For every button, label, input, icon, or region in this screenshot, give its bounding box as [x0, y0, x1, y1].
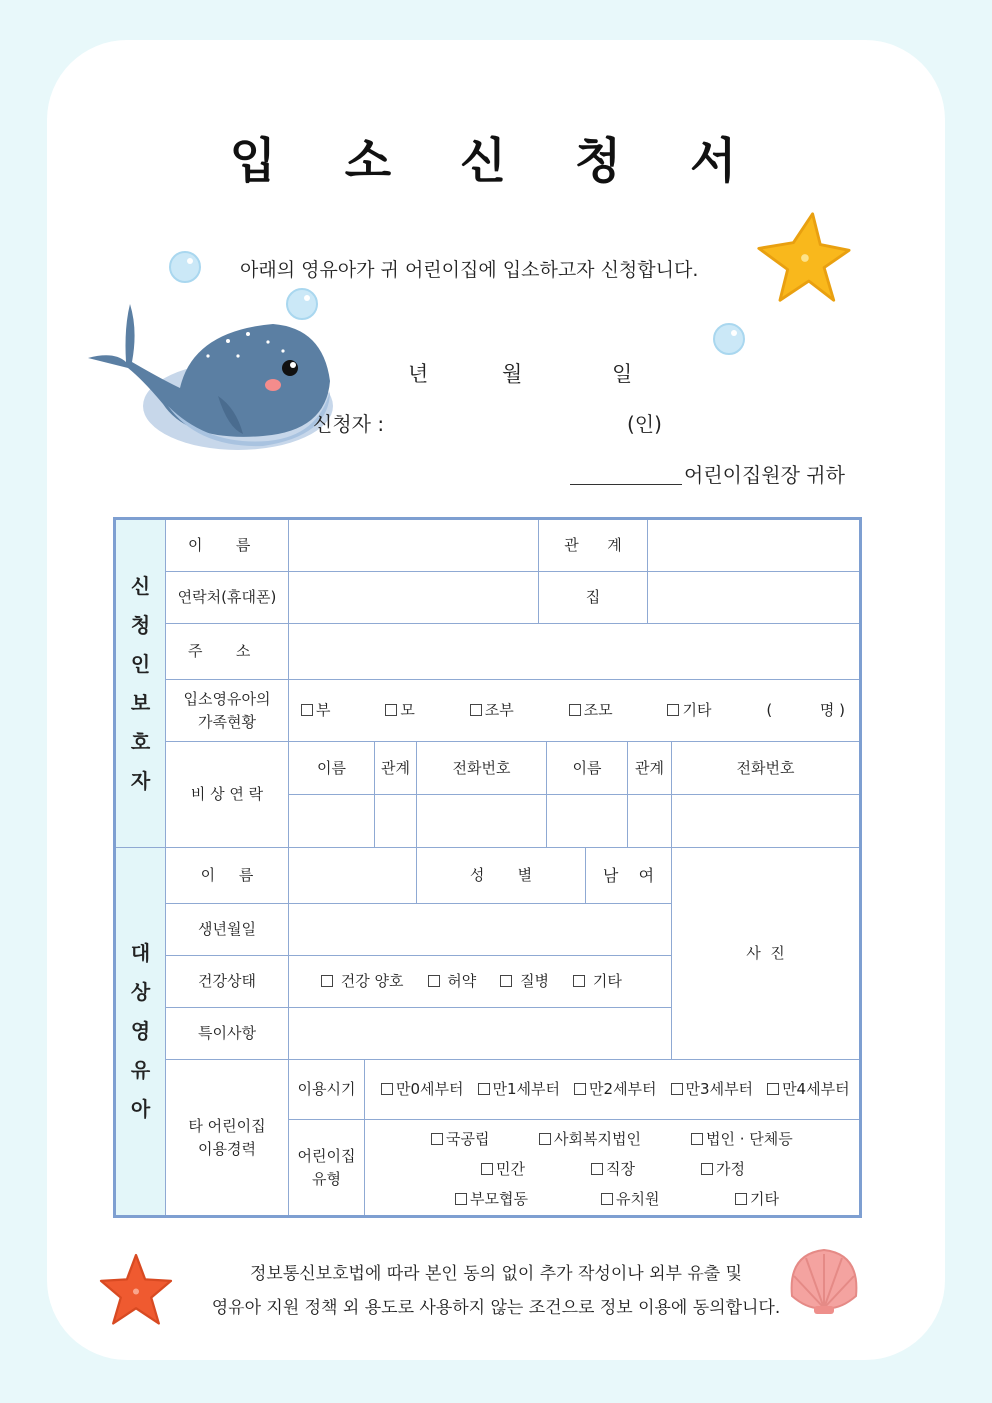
child-name-field[interactable] — [289, 848, 417, 904]
child-section-label: 대 상 영 유 아 — [116, 848, 166, 1215]
notes-label: 특이사항 — [166, 1008, 289, 1060]
checkbox[interactable] — [470, 704, 482, 716]
checkbox[interactable] — [574, 1083, 586, 1095]
contact-label: 연락처(휴대폰) — [166, 572, 289, 624]
checkbox[interactable] — [478, 1083, 490, 1095]
start-option-age4[interactable]: 만4세부터 — [767, 1078, 850, 1101]
family-option-grandfather[interactable]: 조부 — [470, 699, 514, 722]
type-option-private[interactable]: 민간 — [481, 1158, 525, 1181]
family-option-grandmother[interactable]: 조모 — [569, 699, 613, 722]
bubble-icon — [168, 250, 202, 284]
consent-text-line-2: 영유아 지원 정책 외 용도로 사용하지 않는 조건으로 정보 이용에 동의합니다. — [211, 1298, 781, 1318]
guardian-section-label: 신 청 인 보 호 자 — [116, 520, 166, 848]
seal-label: (인) — [627, 412, 662, 436]
family-status-label: 입소영유아의 가족현황 — [166, 680, 289, 742]
guardian-relation-label: 관 계 — [539, 520, 648, 572]
type-option-cooperative[interactable]: 부모협동 — [455, 1188, 528, 1211]
type-option-workplace[interactable]: 직장 — [591, 1158, 635, 1181]
checkbox[interactable] — [455, 1193, 467, 1205]
guardian-name-label: 이 름 — [166, 520, 289, 572]
bubble-icon — [712, 322, 746, 356]
type-option-kindergarten[interactable]: 유치원 — [601, 1188, 659, 1211]
health-option-other[interactable]: 기타 — [573, 970, 622, 993]
daycare-type-label: 어린이집 유형 — [289, 1120, 365, 1215]
emergency-name-field-2[interactable] — [547, 795, 628, 848]
emergency-contact-label: 비 상 연 락 — [166, 742, 289, 848]
gender-options[interactable]: 남 여 — [586, 848, 672, 904]
emergency-header-name: 이름 — [289, 742, 375, 795]
birthdate-label: 생년월일 — [166, 904, 289, 956]
emergency-phone-field-2[interactable] — [672, 795, 859, 848]
checkbox[interactable] — [573, 975, 585, 987]
start-option-age1[interactable]: 만1세부터 — [478, 1078, 561, 1101]
emergency-header-relation-2: 관계 — [628, 742, 672, 795]
start-option-age2[interactable]: 만2세부터 — [574, 1078, 657, 1101]
type-option-public[interactable]: 국공립 — [431, 1128, 489, 1151]
health-options — [289, 956, 672, 1008]
mobile-field[interactable] — [289, 572, 539, 624]
daycare-type-options — [365, 1120, 859, 1215]
type-option-other[interactable]: 기타 — [735, 1188, 779, 1211]
checkbox[interactable] — [735, 1193, 747, 1205]
addressee-text: 어린이집원장 귀하 — [684, 463, 845, 487]
emergency-relation-field-2[interactable] — [628, 795, 672, 848]
daycare-name-blank[interactable] — [570, 484, 682, 485]
health-option-good[interactable]: 건강 양호 — [321, 970, 404, 993]
emergency-header-phone: 전화번호 — [417, 742, 547, 795]
applicant-label: 신청자 : — [313, 412, 385, 436]
guardian-name-field[interactable] — [289, 520, 539, 572]
emergency-header-name-2: 이름 — [547, 742, 628, 795]
checkbox[interactable] — [500, 975, 512, 987]
health-option-weak[interactable]: 허약 — [428, 970, 477, 993]
type-option-home[interactable]: 가정 — [701, 1158, 745, 1181]
emergency-name-field[interactable] — [289, 795, 375, 848]
start-option-age3[interactable]: 만3세부터 — [671, 1078, 754, 1101]
checkbox[interactable] — [301, 704, 313, 716]
page-title: 입 소 신 청 서 — [229, 133, 763, 189]
address-label: 주 소 — [166, 624, 289, 680]
family-option-father[interactable]: 부 — [301, 699, 331, 722]
checkbox[interactable] — [481, 1163, 493, 1175]
application-form-table — [113, 517, 862, 1218]
prior-daycare-label: 타 어린이집 이용경력 — [166, 1060, 289, 1215]
usage-start-options — [365, 1060, 859, 1120]
address-field[interactable] — [289, 624, 859, 680]
checkbox[interactable] — [701, 1163, 713, 1175]
emergency-header-phone-2: 전화번호 — [672, 742, 859, 795]
birthdate-field[interactable] — [289, 904, 672, 956]
family-option-other[interactable]: 기타 — [667, 699, 711, 722]
bubble-icon — [285, 287, 319, 321]
type-option-corporation[interactable]: 법인 · 단체등 — [691, 1128, 793, 1151]
gender-label: 성 별 — [417, 848, 586, 904]
checkbox[interactable] — [428, 975, 440, 987]
consent-text-line-1: 정보통신보호법에 따라 본인 동의 없이 추가 작성이나 외부 유출 및 — [249, 1264, 743, 1284]
starfish-icon — [755, 210, 851, 306]
checkbox[interactable] — [591, 1163, 603, 1175]
type-option-welfare-corp[interactable]: 사회복지법인 — [539, 1128, 641, 1151]
family-option-mother[interactable]: 모 — [385, 699, 415, 722]
emergency-phone-field[interactable] — [417, 795, 547, 848]
checkbox[interactable] — [569, 704, 581, 716]
checkbox[interactable] — [601, 1193, 613, 1205]
health-option-ill[interactable]: 질병 — [500, 970, 549, 993]
checkbox[interactable] — [667, 704, 679, 716]
checkbox[interactable] — [321, 975, 333, 987]
date-month-label: 월 — [502, 362, 523, 386]
checkbox[interactable] — [767, 1083, 779, 1095]
checkbox[interactable] — [539, 1133, 551, 1145]
guardian-relation-field[interactable] — [648, 520, 859, 572]
date-day-label: 일 — [612, 362, 633, 386]
family-count-text: ( 명 ) — [766, 701, 845, 720]
checkbox[interactable] — [385, 704, 397, 716]
notes-field[interactable] — [289, 1008, 672, 1060]
checkbox[interactable] — [431, 1133, 443, 1145]
checkbox[interactable] — [691, 1133, 703, 1145]
family-status-options — [289, 680, 859, 742]
home-phone-label: 집 — [539, 572, 648, 624]
emergency-relation-field[interactable] — [375, 795, 417, 848]
child-name-label: 이 름 — [166, 848, 289, 904]
start-option-age0[interactable]: 만0세부터 — [381, 1078, 464, 1101]
date-year-label: 년 — [408, 362, 429, 386]
emergency-header-relation: 관계 — [375, 742, 417, 795]
photo-box: 사 진 — [672, 848, 859, 1060]
health-label: 건강상태 — [166, 956, 289, 1008]
intro-text: 아래의 영유아가 귀 어린이집에 입소하고자 신청합니다. — [240, 259, 699, 281]
checkbox[interactable] — [381, 1083, 393, 1095]
home-phone-field[interactable] — [648, 572, 859, 624]
usage-start-label: 이용시기 — [289, 1060, 365, 1120]
checkbox[interactable] — [671, 1083, 683, 1095]
